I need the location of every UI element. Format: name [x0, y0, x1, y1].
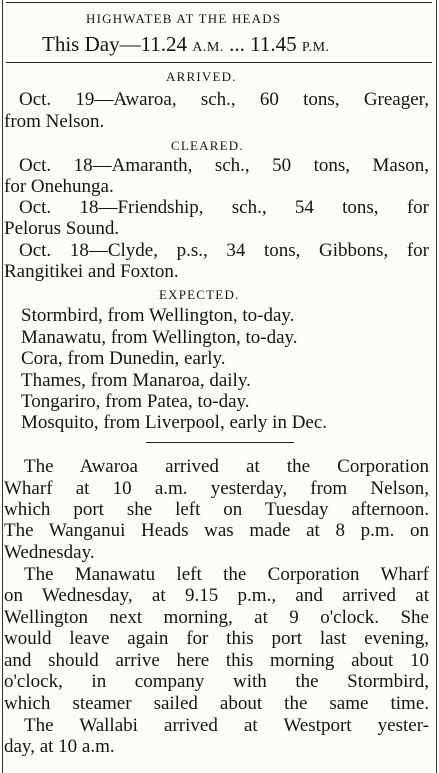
cleared-entry-2-line-2: Pelorus Sound.: [4, 218, 120, 239]
expected-heading: EXPECTED.: [159, 287, 240, 302]
news-p3-line-2: day, at 10 a.m.: [4, 736, 115, 757]
expected-item: Manawatu, from Wellington, to-day.: [21, 327, 298, 348]
news-p2-line-1: The Manawatu left the Corporation Wharf: [24, 564, 429, 585]
cleared-entry-2-line-1: Oct. 18—Friendship, sch., 54 tons, for: [19, 197, 429, 218]
left-column-rule: [2, 0, 3, 773]
news-p1-line-5: Wednesday.: [4, 542, 95, 563]
cleared-entry-3-line-1: Oct. 18—Clyde, p.s., 34 tons, Gibbons, for: [19, 240, 429, 261]
news-p2-line-6: o'clock, in company with the Stormbird,: [4, 671, 429, 692]
arrived-entry-line-1: Oct. 19—Awaroa, sch., 60 tons, Greager,: [19, 89, 429, 110]
news-p2-line-4: would leave again for this port last evening,: [4, 628, 429, 649]
arrived-entry-line-2: from Nelson.: [4, 111, 105, 132]
right-column-rule: [436, 0, 437, 773]
news-p1-line-4: The Wanganui Heads was made at 8 p.m. on: [4, 520, 429, 541]
news-p2-line-7: which steamer sailed about the same time.: [4, 693, 429, 714]
news-p2-line-5: and should arrive here this morning about 10: [4, 650, 429, 671]
news-p1-line-1: The Awaroa arrived at the Corporation: [24, 456, 429, 477]
news-p3-line-1: The Wallabi arrived at Westport yester-: [24, 715, 429, 736]
cleared-heading: CLEARED.: [171, 138, 244, 153]
news-p2-line-3: Wellington next morning, at 9 o'clock. She: [4, 607, 429, 628]
arrived-heading: ARRIVED.: [166, 69, 237, 84]
expected-item: Tongariro, from Patea, to-day.: [21, 391, 250, 412]
highwater-title: HIGHWATEB AT THE HEADS: [86, 11, 282, 26]
expected-item: Stormbird, from Wellington, to-day.: [21, 305, 295, 326]
cleared-entry-1-line-2: for Onehunga.: [4, 176, 114, 197]
news-p1-line-2: Wharf at 10 a.m. yesterday, from Nelson,: [4, 478, 429, 499]
top-rule: [6, 2, 432, 3]
tide-times: [42, 32, 330, 60]
news-p1-line-3: which port she left on Tuesday afternoon.: [4, 499, 429, 520]
tide-mid: ... 11.45: [223, 32, 302, 56]
tide-prefix: This Day—11.24: [42, 32, 193, 56]
section-divider: [146, 442, 294, 443]
tide-am: A.M.: [192, 40, 224, 55]
tide-pm: P.M.: [301, 40, 330, 55]
expected-item: Mosquito, from Liverpool, early in Dec.: [21, 412, 328, 433]
expected-item: Cora, from Dunedin, early.: [21, 348, 226, 369]
cleared-entry-3-line-2: Rangitikei and Foxton.: [4, 261, 179, 282]
news-p2-line-2: on Wednesday, at 9.15 p.m., and arrived at: [4, 585, 429, 606]
expected-item: Thames, from Manaroa, daily.: [21, 370, 251, 391]
cleared-entry-1-line-1: Oct. 18—Amaranth, sch., 50 tons, Mason,: [19, 155, 429, 176]
header-rule: [6, 62, 432, 63]
